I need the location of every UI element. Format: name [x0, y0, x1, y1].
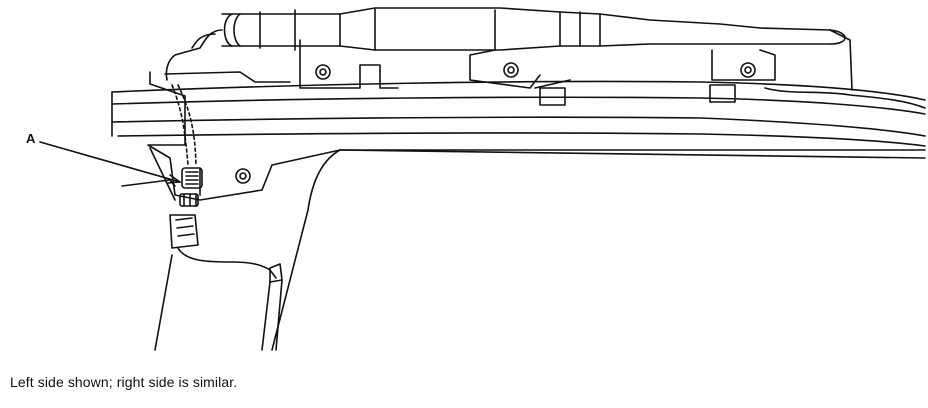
clip-3-bolt: [741, 63, 755, 77]
callout-label-a: A: [26, 131, 36, 146]
connector-upper: [182, 168, 202, 188]
diagram-caption: Left side shown; right side is similar.: [10, 374, 238, 390]
callout-a-leader: [40, 142, 180, 183]
clip-2-bolt: [504, 63, 518, 77]
clip-1-bolt: [316, 65, 330, 79]
bracket-bolt: [236, 169, 250, 183]
airbag-clips: [300, 10, 925, 108]
connector-lower: [170, 215, 282, 350]
roof-rail: [112, 81, 925, 146]
